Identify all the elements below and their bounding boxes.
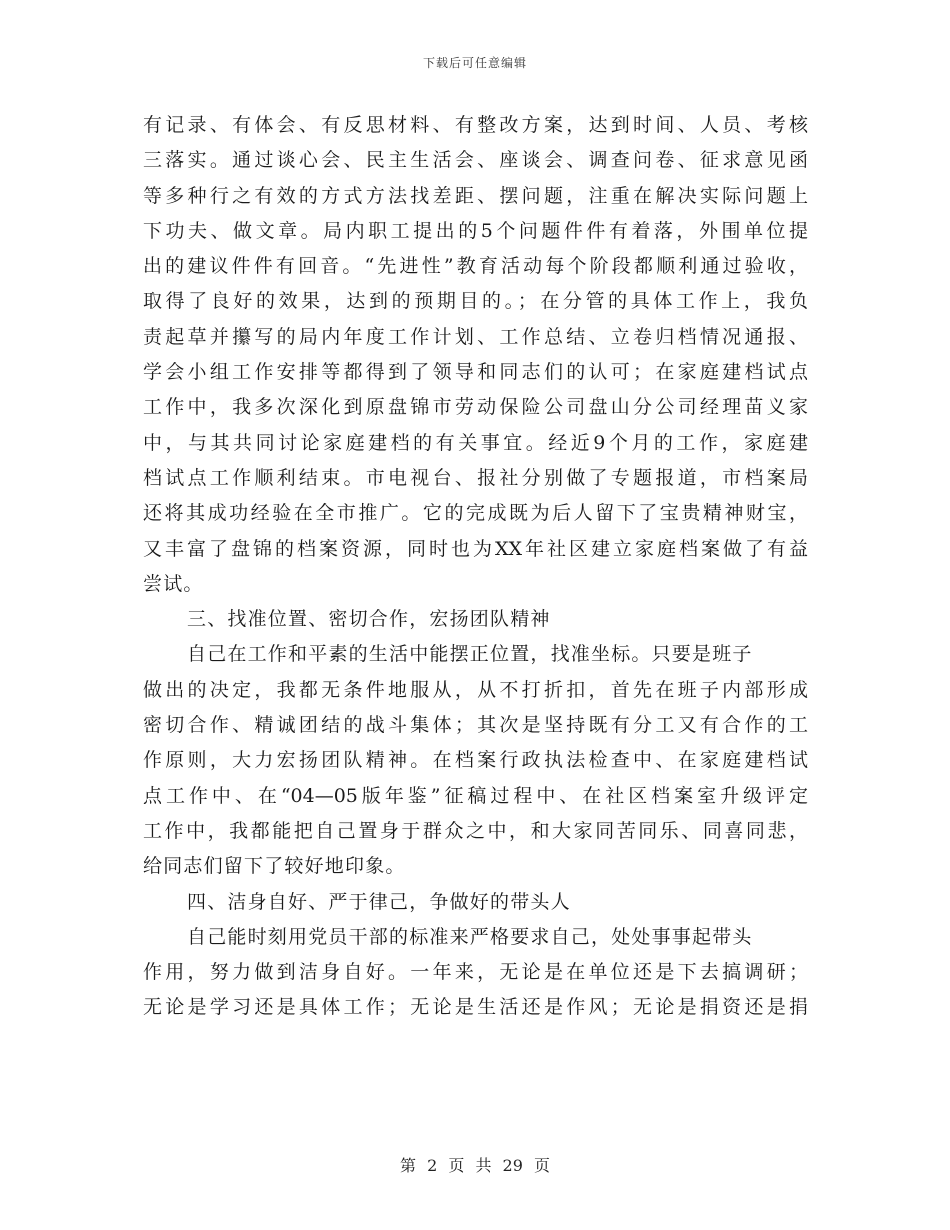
text-line: 工作中，我都能把自己置身于群众之中，和大家同苦同乐、同喜同悲， bbox=[143, 819, 808, 842]
text-line: 自己能时刻用党员干部的标准来严格要求自己，处处事事起带头 bbox=[187, 925, 753, 948]
text-line: 三落实。通过谈心会、民主生活会、座谈会、调查问卷、征求意见函 bbox=[143, 149, 808, 172]
document-body bbox=[143, 108, 808, 1026]
section-heading: 四、洁身自好、严于律己，争做好的带头人 bbox=[187, 890, 571, 913]
section-heading: 三、找准位置、密切合作，宏扬团队精神 bbox=[187, 608, 551, 631]
text-line: 有记录、有体会、有反思材料、有整改方案，达到时间、人员、考核 bbox=[143, 114, 808, 136]
text-line: 又丰富了盘锦的档案资源，同时也为XX年社区建立家庭档案做了有益 bbox=[143, 537, 808, 560]
text-line: 责起草并攥写的局内年度工作计划、工作总结、立卷归档情况通报、 bbox=[143, 325, 808, 348]
text-line: 作用，努力做到洁身自好。一年来，无论是在单位还是下去搞调研； bbox=[143, 961, 808, 984]
text-line: 做出的决定，我都无条件地服从，从不打折扣，首先在班子内部形成 bbox=[143, 678, 808, 701]
text-line: 作原则，大力宏扬团队精神。在档案行政执法检查中、在家庭建档试 bbox=[143, 749, 808, 772]
text-line: 中，与其共同讨论家庭建档的有关事宜。经近9个月的工作，家庭建 bbox=[143, 431, 808, 454]
text-line: 无论是学习还是具体工作；无论是生活还是作风；无论是捐资还是捐 bbox=[143, 996, 808, 1019]
text-line: 学会小组工作安排等都得到了领导和同志们的认可；在家庭建档试点 bbox=[143, 361, 808, 384]
text-line: 工作中，我多次深化到原盘锦市劳动保险公司盘山分公司经理苗义家 bbox=[143, 396, 808, 419]
page-header-note: 下载后可任意编辑 bbox=[422, 56, 527, 70]
page-number: 第 2 页 共 29 页 bbox=[400, 1156, 550, 1175]
text-line: 等多种行之有效的方式方法找差距、摆问题，注重在解决实际问题上 bbox=[143, 184, 808, 207]
text-line: 取得了良好的效果，达到的预期目的。；在分管的具体工作上，我负 bbox=[143, 290, 808, 313]
text-line: 点工作中、在“04—05版年鉴”征稿过程中、在社区档案室升级评定 bbox=[143, 784, 808, 807]
text-line: 还将其成功经验在全市推广。它的完成既为后人留下了宝贵精神财宝， bbox=[143, 502, 808, 525]
text-line: 出的建议件件有回音。“先进性”教育活动每个阶段都顺利通过验收， bbox=[143, 255, 808, 278]
text-line: 尝试。 bbox=[143, 572, 204, 595]
text-line: 密切合作、精诚团结的战斗集体；其次是坚持既有分工又有合作的工 bbox=[143, 714, 808, 737]
text-line: 档试点工作顺利结束。市电视台、报社分别做了专题报道，市档案局 bbox=[143, 466, 808, 489]
text-line: 下功夫、做文章。局内职工提出的5个问题件件有着落，外围单位提 bbox=[143, 219, 808, 242]
text-line: 给同志们留下了较好地印象。 bbox=[143, 855, 406, 878]
text-line: 自己在工作和平素的生活中能摆正位置，找准坐标。只要是班子 bbox=[187, 643, 753, 666]
